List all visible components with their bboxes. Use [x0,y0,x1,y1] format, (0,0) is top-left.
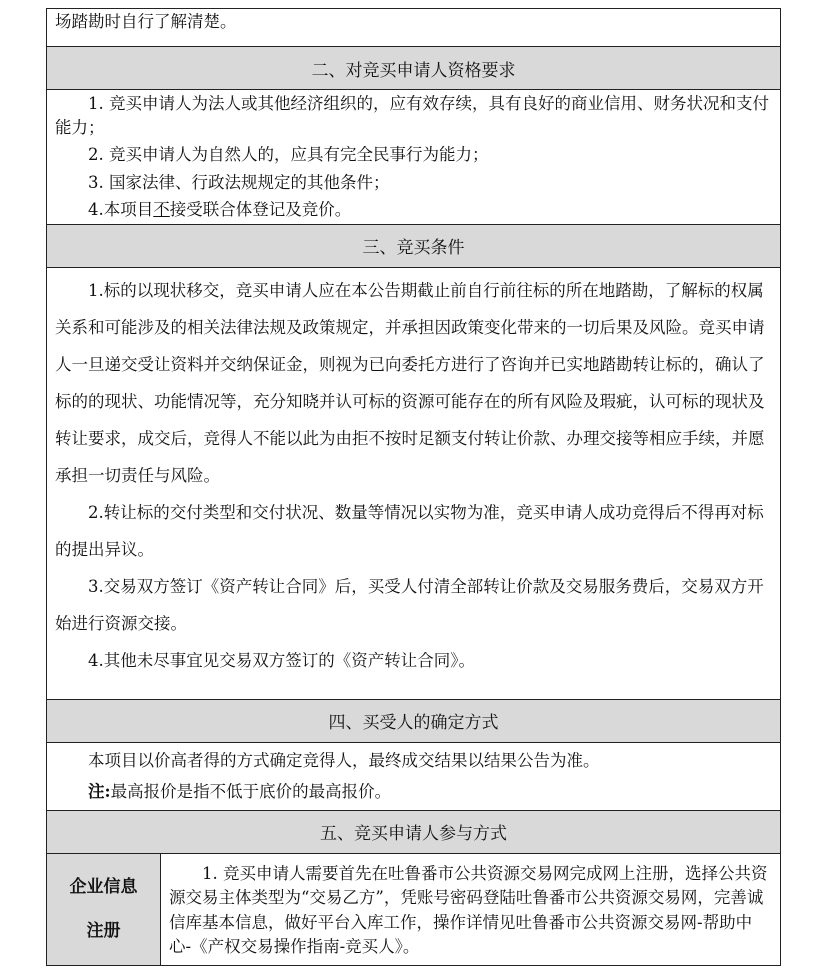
section-4-heading: 四、买受人的确定方式 [47,699,781,742]
qualification-item-3: 3. 国家法律、行政法规规定的其他条件； [88,172,390,192]
section-5-heading: 五、竞买申请人参与方式 [47,810,781,853]
registration-content-cell [161,853,781,965]
section-2-heading: 二、对竞买申请人资格要求 [47,47,781,90]
section-2-body-row [47,90,781,225]
condition-paragraph-1: 1.标的以现状移交，竞买申请人应在本公告期截止前自行前往标的所在地踏勘，了解标的权属关系和可能涉及的相关法律法规及政策规定，并承担因政策变化带来的一切后果及风险。竞买申请人一旦递交受让资料并交纳保证金，则视为已向委托方进行了咨询并已实地踏勘转让标的，确认了标的的现状、功能情况等，充分知晓并认可标的资源可能存在的所有风险及瑕疵，认可标的现状及转让要求，成交后，竞得人不能以此为由拒不按时足额支付转让价款、办理交接等相应手续，并愿承担一切责任与风险。 [55,280,765,485]
note-line [47,776,780,807]
registration-content: 1. 竞买申请人需要首先在吐鲁番市公共资源交易网完成网上注册，选择公共资源交易主体类型为“交易乙方”，凭账号密码登陆吐鲁番市公共资源交易网，完善诚信库基本信息，做好平台入库工作，操作详情见吐鲁番市公共资源交易网-帮助中心-《产权交易操作指南-竞买人》。 [169,863,768,956]
continued-text-cell [47,9,781,47]
section-3-heading: 三、竞买条件 [47,224,781,267]
item4-underlined: 不 [153,200,170,219]
continued-text: 场踏勘时自行了解清楚。 [55,12,237,31]
section-3-body [47,267,781,699]
item4-prefix: 4.本项目 [88,200,154,219]
qualification-item-4 [47,196,780,224]
registration-row [47,853,781,965]
note-text: 最高报价是指不低于底价的最高报价。 [110,781,392,801]
condition-paragraph-2: 2.转让标的交付类型和交付状况、数量等情况以实物为准，竞买申请人成功竞得后不得再对标的提出异议。 [55,502,764,559]
registration-label-line-1: 企业信息 [69,877,138,897]
item4-suffix: 接受联合体登记及竞价。 [169,200,352,219]
section-2-body [47,90,781,225]
determination-method: 本项目以价高者得的方式确定竞得人，最终成交结果以结果公告为准。 [88,750,600,770]
section-2-header-row [47,47,781,90]
continued-text-row [47,9,781,47]
qualification-item-1: 1. 竞买申请人为法人或其他经济组织的，应有效存续，具有良好的商业信用、财务状况和支付能力； [55,94,769,137]
section-5-header-row [47,810,781,853]
note-label: 注: [88,781,111,801]
registration-label-cell [47,853,161,965]
condition-paragraph-4: 4.其他未尽事宜见交易双方签订的《资产转让合同》。 [88,650,475,670]
section-4-body [47,742,781,810]
qualification-item-2: 2. 竞买申请人为自然人的，应具有完全民事行为能力； [88,145,489,164]
section-4-body-row [47,742,781,810]
section-3-body-row [47,267,781,699]
announcement-table [46,8,781,966]
condition-paragraph-3: 3.交易双方签订《资产转让合同》后，买受人付清全部转让价款及交易服务费后，交易双方开始进行资源交接。 [55,576,764,633]
section-3-header-row [47,224,781,267]
registration-label-line-2: 注册 [86,921,121,941]
section-4-header-row [47,699,781,742]
